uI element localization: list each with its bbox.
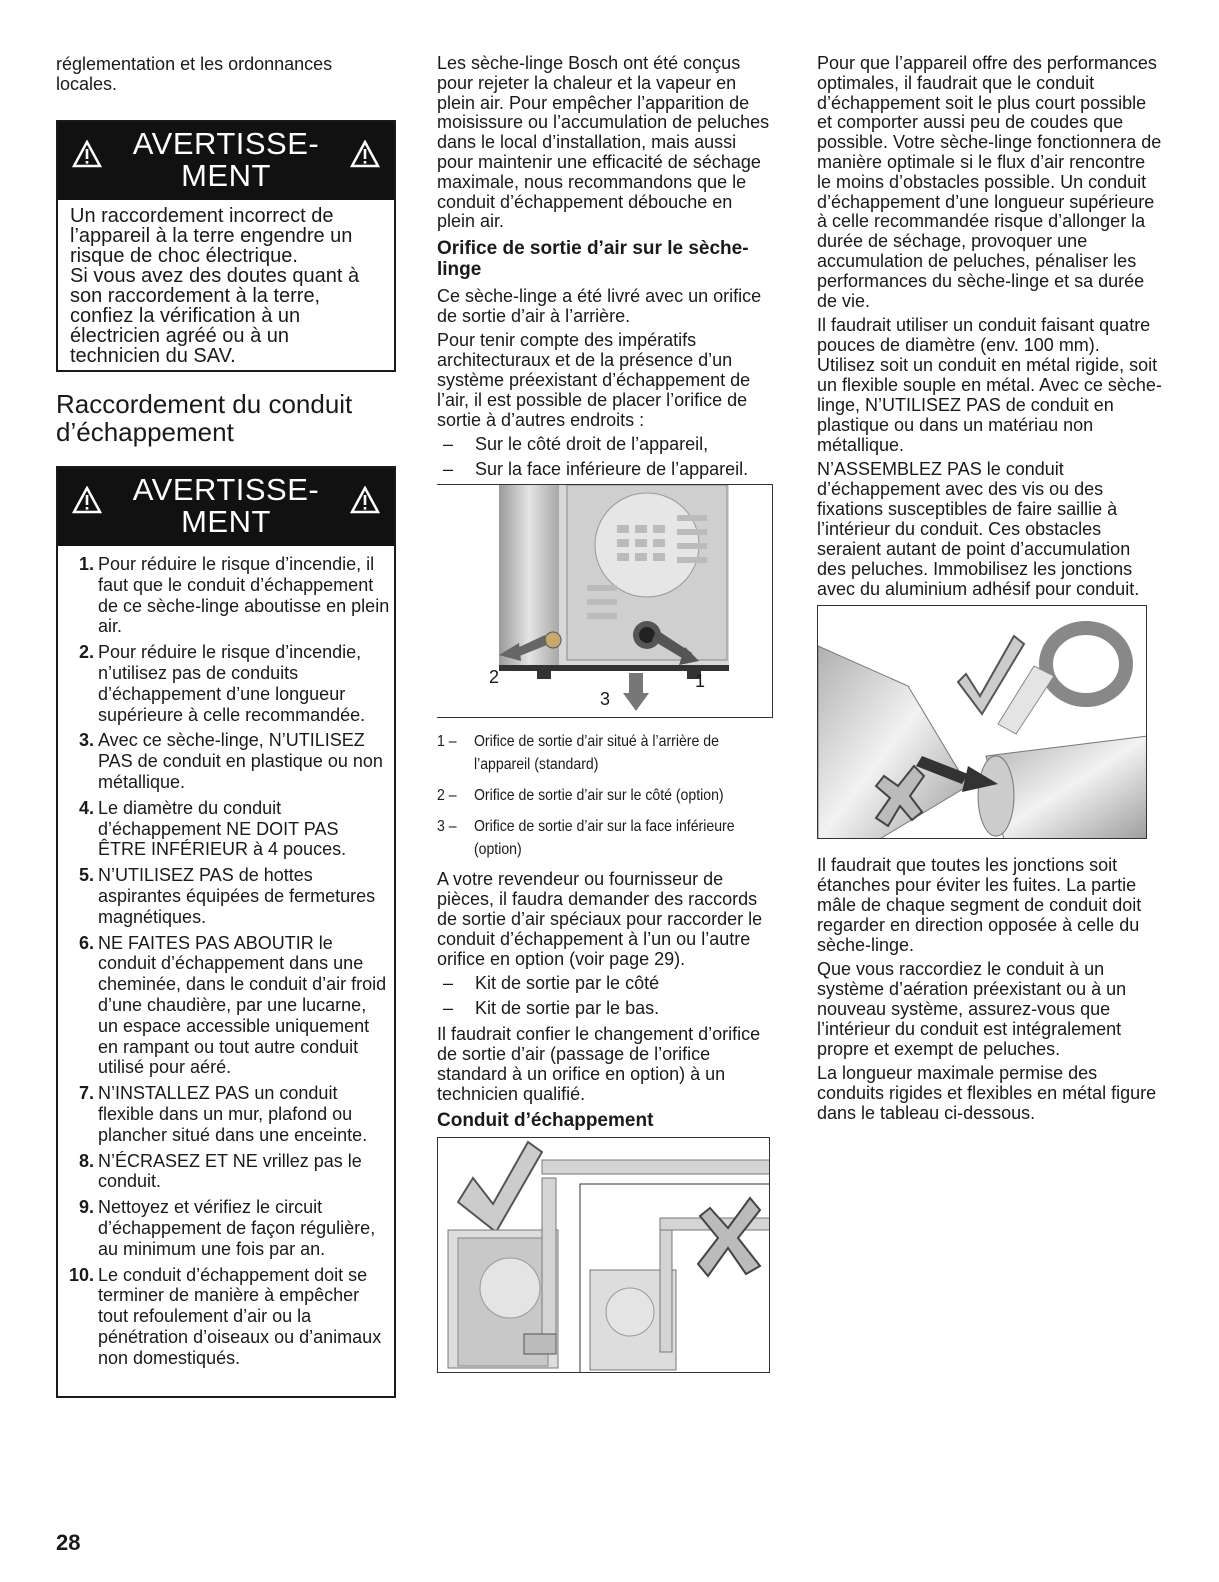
warning-list-item <box>58 1151 390 1193</box>
paragraph: La longueur maximale permise des conduits rigides et flexibles en métal figure dans le tableau ci-dessous. <box>817 1063 1157 1124</box>
item-text: NE FAITES PAS ABOUTIR le conduit d’échappement dans une cheminée, dans le conduit d’air froid d’une chaudière, par une lucarne, un espace accessible uniquement en rampant ou tout autre conduit utilisé pour aéré. <box>98 932 387 1078</box>
figure-caption <box>437 730 771 776</box>
warning-title-line1: AVERTISSE- <box>132 472 320 507</box>
item-number: 9. <box>78 1197 94 1218</box>
paragraph: N’ASSEMBLEZ PAS le conduit d’échappement avec des vis ou des fixations susceptibles de faire saillie à l’intérieur du conduit. Ces obstacles seraient autant de point d’accumulation des peluches. Immobilisez les jonctions avec du aluminium adhésif pour conduit. <box>817 459 1140 600</box>
subheading-orifice: Orifice de sortie d’air sur le sèche-linge <box>437 238 749 281</box>
item-number: 7. <box>78 1083 94 1104</box>
item-text: Nettoyez et vérifiez le circuit d’échappement de façon régulière, au minimum une fois par an. <box>98 1197 376 1259</box>
dryer-rear-illustration <box>437 485 773 718</box>
paragraph: Que vous raccordiez le conduit à un système d’aération préexistant ou à un nouveau système, assurez-vous que l’intérieur du conduit est intégralement propre et exempt de peluches. <box>817 959 1127 1060</box>
page-number: 28 <box>56 1530 81 1555</box>
warning-title-line2: MENT <box>181 504 271 539</box>
paragraph: Pour tenir compte des impératifs architecturaux et de la présence d’un système préexistant d’échappement de l’air, il est possible de placer l’orifice de sortie à d’autres endroits : <box>437 330 751 431</box>
caption-text: Orifice de sortie d’air situé à l’arrière de l’appareil (standard) <box>473 733 719 774</box>
caption-number: 1 – <box>437 733 457 751</box>
item-text: Le conduit d’échappement doit se terminer de manière à empêcher tout refoulement d’air ou la pénétration d’oiseaux ou d’animaux non domestiqués. <box>98 1264 382 1368</box>
item-text: Pour réduire le risque d’incendie, n’utilisez pas de conduits d’échappement d’une longueur supérieure à celle recommandée. <box>98 642 366 725</box>
paragraph: A votre revendeur ou fournisseur de pièces, il faudra demander des raccords de sortie d’air spéciaux pour raccorder le conduit d’échappement à l’un ou l’autre orifice en option (voir page 29). <box>437 869 763 970</box>
item-number: 2. <box>78 642 94 663</box>
caption-number: 3 – <box>437 818 457 836</box>
warning-header <box>58 122 394 200</box>
item-number: 8. <box>78 1150 94 1171</box>
warning-box-safety <box>56 466 396 1398</box>
figure-caption <box>437 784 771 807</box>
paragraph: Il faudrait que toutes les jonctions soit étanches pour éviter les fuites. La partie mâle de chaque segment de conduit doit regarder en direction opposée à celle du sèche-linge. <box>817 855 1142 956</box>
right-column <box>817 54 1162 1127</box>
figure-caption <box>437 815 771 861</box>
warning-list-item <box>58 933 390 1079</box>
warning-title-line1: AVERTISSE- <box>132 126 320 161</box>
warning-header <box>58 468 394 546</box>
item-text: N’ÉCRASEZ ET NE vrillez pas le conduit. <box>98 1150 362 1192</box>
item-text: Avec ce sèche-linge, N’UTILISEZ PAS de conduit en plastique ou non métallique. <box>98 730 383 792</box>
duct-tape-figure <box>817 605 1147 839</box>
warning-list-item <box>58 865 390 927</box>
item-number: 5. <box>78 865 94 886</box>
item-number: 4. <box>78 797 94 818</box>
intro-text: réglementation et les ordonnances locales. <box>56 54 333 94</box>
paragraph: Il faudrait utiliser un conduit faisant quatre pouces de diamètre (env. 100 mm). Utilisez soit un conduit en métal rigide, soit un flexible souple en métal. Avec ce sèche-linge, N’UTILISEZ PAS de conduit en plastique ou dans un matériau non métallique. <box>817 315 1162 456</box>
left-column <box>56 54 396 1398</box>
caption-text: Orifice de sortie d’air sur la face inférieure (option) <box>473 818 735 859</box>
figure-captions <box>437 730 771 861</box>
item-number: 1. <box>78 554 94 574</box>
warning-list-item <box>58 642 390 725</box>
warning-triangle-icon <box>72 486 102 514</box>
exhaust-duct-figure <box>437 1137 770 1373</box>
paragraph: Pour que l’appareil offre des performances optimales, il faudrait que le conduit d’échappement soit le plus court possible et comporter aussi peu de coudes que possible. Votre sèche-linge fonctionnera de manière optimale si le flux d’air rencontre le moins d’obstacles possible. Un conduit d’échappement d’une longueur supérieure à celle recommandée risque d’allonger la durée de séchage, provoquer une accumulation de peluches, pénaliser les performances du sèche-linge et sa durée de vie. <box>817 53 1162 311</box>
dryer-back-figure <box>437 484 773 718</box>
warning-triangle-icon <box>350 140 380 168</box>
caption-text: Orifice de sortie d’air sur le côté (option) <box>473 787 724 805</box>
paragraph: Ce sèche-linge a été livré avec un orifice de sortie d’air à l’arrière. <box>437 286 762 327</box>
duct-joint-illustration <box>818 606 1147 839</box>
list-item: – Kit de sortie par le bas. <box>443 998 660 1019</box>
item-number: 6. <box>78 932 94 953</box>
middle-column <box>437 54 773 1373</box>
paragraph: Les sèche-linge Bosch ont été conçus pour rejeter la chaleur et la vapeur en plein air. Pour empêcher l’apparition de moisissure ou l’accumulation de peluches dans le local d’installation, mais aussi pour maintenir une efficacité de séchage maximale, nous recommandons que le conduit d’échappement débouche en plein air. <box>437 53 770 232</box>
list-item: – Sur la face inférieure de l’appareil. <box>443 459 749 480</box>
warning-list-item <box>58 554 390 637</box>
subheading-conduit: Conduit d’échappement <box>437 1110 654 1132</box>
warning-list-item <box>58 730 390 792</box>
warning-list <box>58 546 394 1383</box>
caption-number: 2 – <box>437 787 457 805</box>
figure-label-3: 3 <box>600 689 611 710</box>
warning-list-item <box>58 1083 390 1145</box>
duct-routing-illustration <box>438 1138 770 1373</box>
list-item: – Sur le côté droit de l’appareil, <box>443 434 709 455</box>
figure-label-2: 2 <box>489 667 500 688</box>
figure-label-1: 1 <box>695 671 706 692</box>
list-item: – Kit de sortie par le côté <box>443 973 660 994</box>
item-text: Le diamètre du conduit d’échappement NE DOIT PAS ÊTRE INFÉRIEUR à 4 pouces. <box>98 797 347 860</box>
item-number: 3. <box>78 730 94 751</box>
item-text: Pour réduire le risque d’incendie, il faut que le conduit d’échappement de ce sèche-linge aboutisse en plein air. <box>98 554 390 637</box>
warning-title-line2: MENT <box>181 158 271 193</box>
warning-triangle-icon <box>350 486 380 514</box>
item-text: N’UTILISEZ PAS de hottes aspirantes équipées de fermetures magnétiques. <box>98 865 376 927</box>
item-number: 10. <box>68 1264 94 1285</box>
warning-body: Un raccordement incorrect de l’appareil à la terre engendre un risque de choc électrique. Si vous avez des doutes quant à son raccordement à la terre, confiez la vérification à un électricien agréé ou à un technicien du SAV. <box>70 205 360 367</box>
warning-list-item <box>58 1197 390 1259</box>
section-heading: Raccordement du conduit d’échappement <box>56 389 353 447</box>
warning-list-item <box>58 1265 390 1369</box>
warning-list-item <box>58 798 390 860</box>
warning-box-ground <box>56 120 396 372</box>
warning-triangle-icon <box>72 140 102 168</box>
item-text: N’INSTALLEZ PAS un conduit flexible dans un mur, plafond ou plancher situé dans une enceinte. <box>98 1083 368 1145</box>
paragraph: Il faudrait confier le changement d’orifice de sortie d’air (passage de l’orifice standard à un orifice en option) à un technicien qualifié. <box>437 1024 761 1105</box>
